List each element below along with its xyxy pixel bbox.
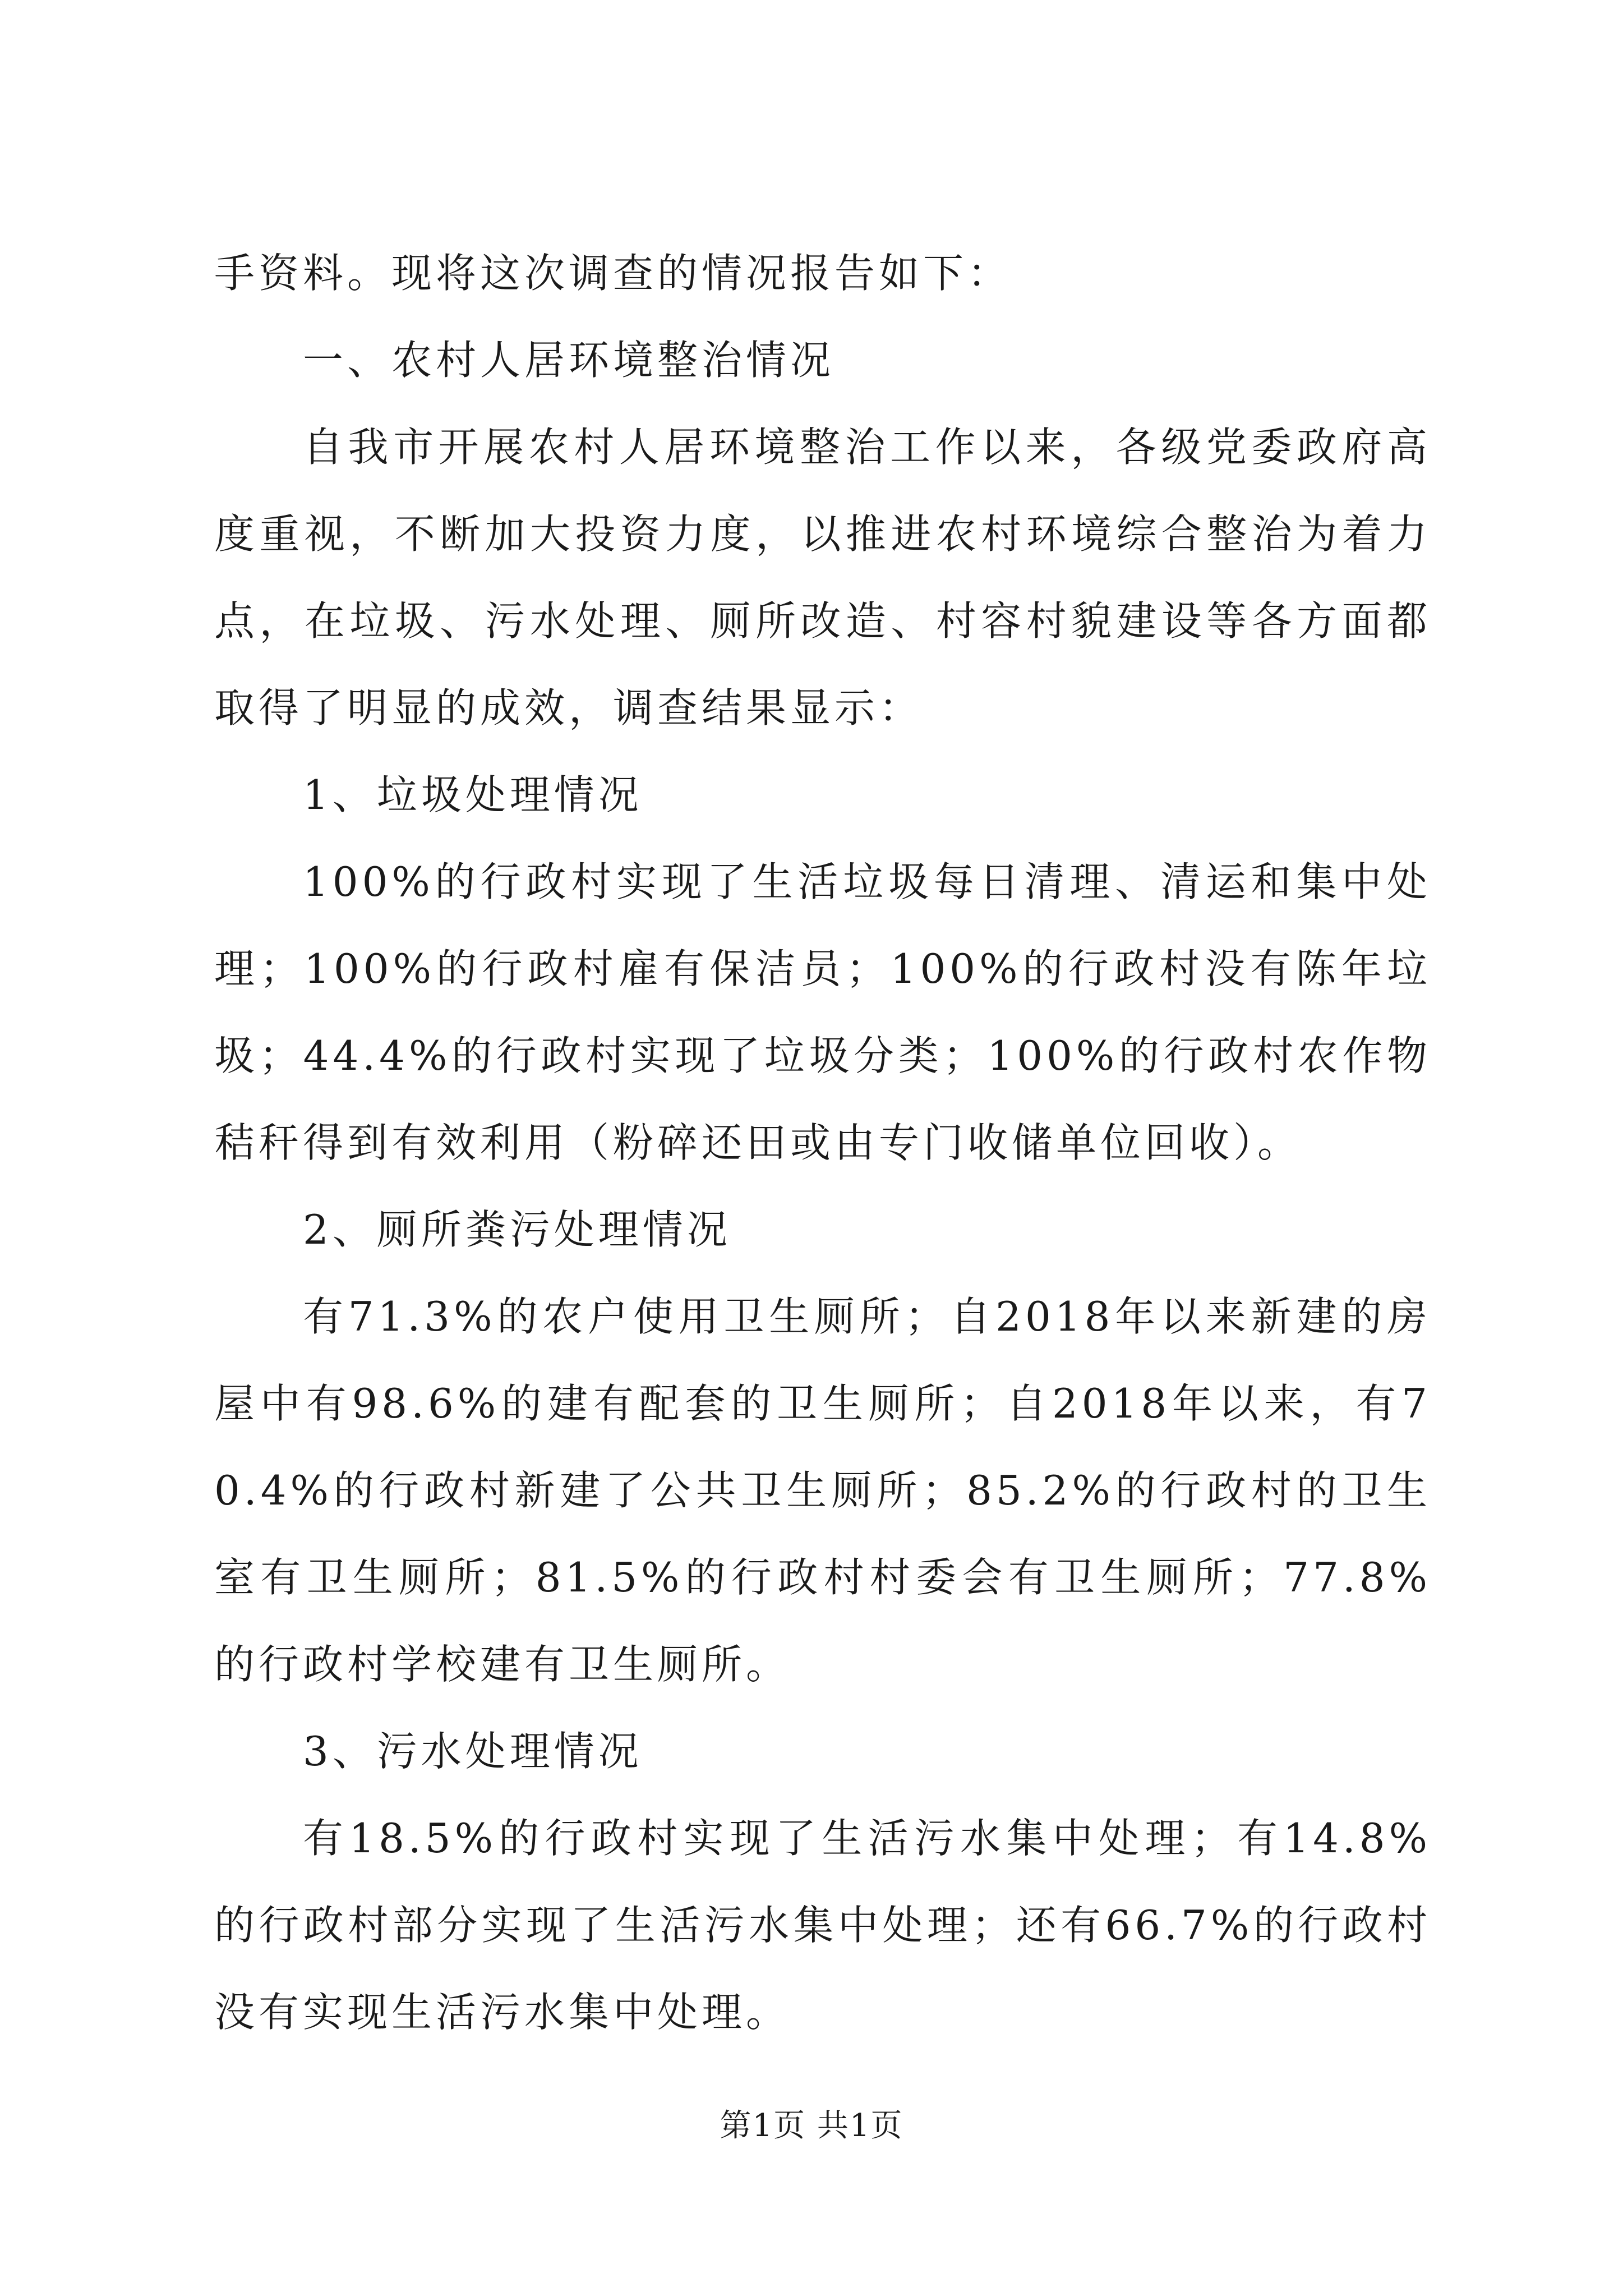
subheading-garbage-treatment: 1、垃圾处理情况 [303,771,643,818]
paragraph-overview: 自我市开展农村人居环境整治工作以来，各级党委政府高度重视，不断加大投资力度，以推进农村环境综合整治为着力点，在垃圾、污水处理、厕所改造、村容村貌建设等各方面都取得了明显的成效，调查结果显示： [214,424,1431,731]
section-heading-rural-environment: 一、农村人居环境整治情况 [303,337,835,384]
document-body [214,230,1431,2056]
paragraph-sewage-treatment: 有18.5%的行政村实现了生活污水集中处理；有14.8%的行政村部分实现了生活污水集中处理；还有66.7%的行政村没有实现生活污水集中处理。 [214,1815,1431,2036]
paragraph-toilet-treatment: 有71.3%的农户使用卫生厕所；自2018年以来新建的房屋中有98.6%的建有配套的卫生厕所；自2018年以来，有70.4%的行政村新建了公共卫生厕所；85.2%的行政村的卫生室有卫生厕所；81.5%的行政村村委会有卫生厕所；77.8%的行政村学校建有卫生厕所。 [214,1293,1431,1688]
subheading-sewage-treatment: 3、污水处理情况 [303,1728,643,1775]
page-footer: 第1页 共1页 [720,2108,903,2144]
paragraph-garbage-treatment: 100%的行政村实现了生活垃圾每日清理、清运和集中处理；100%的行政村雇有保洁员；100%的行政村没有陈年垃圾；44.4%的行政村实现了垃圾分类；100%的行政村农作物秸秆得到有效利用（粉碎还田或由专门收储单位回收）。 [214,858,1431,1166]
subheading-toilet-treatment: 2、厕所粪污处理情况 [303,1206,731,1253]
paragraph-intro-continuation: 手资料。现将这次调查的情况报告如下： [214,250,1012,297]
